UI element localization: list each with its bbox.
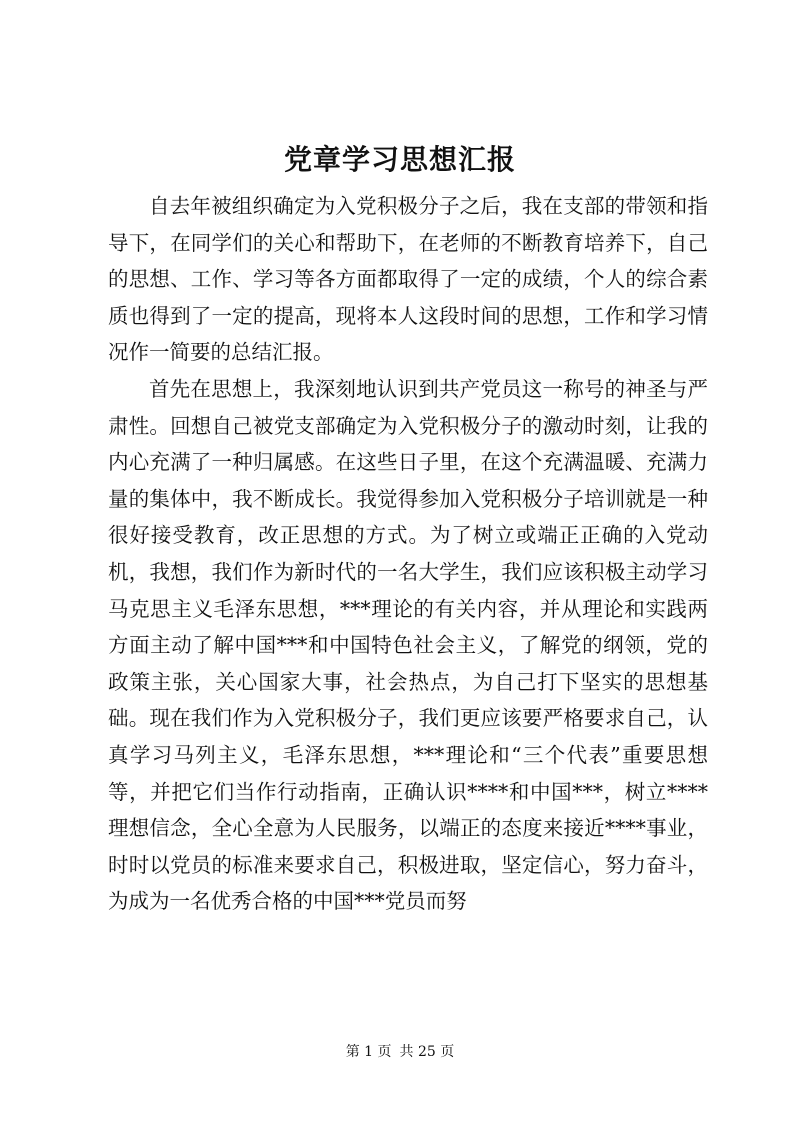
- document-title: 党章学习思想汇报: [283, 143, 516, 176]
- total-pages: 共 25 页: [399, 1044, 455, 1060]
- paragraph-1: 自去年被组织确定为入党积极分子之后，我在支部的带领和指导下，在同学们的关心和帮助下，在老师的不断教育培养下，自己的思想、工作、学习等各方面都取得了一定的成绩，个人的综合素质也得到了一定的提高，现将本人这段时间的思想，工作和学习情况作一简要的总结汇报。: [108, 194, 708, 365]
- document-body: [108, 188, 708, 920]
- page-footer: [0, 1042, 800, 1062]
- paragraph-2: 首先在思想上，我深刻地认识到共产党员这一称号的神圣与严肃性。回想自己被党支部确定为入党积极分子的激动时刻，让我的内心充满了一种归属感。在这些日子里，在这个充满温暖、充满力量的集体中，我不断成长。我觉得参加入党积极分子培训就是一种很好接受教育，改正思想的方式。为了树立或端正正确的入党动机，我想，我们作为新时代的一名大学生，我们应该积极主动学习马克思主义毛泽东思想，***理论的有关内容，并从理论和实践两方面主动了解中国***和中国特色社会主义，了解党的纲领，党的政策主张，关心国家大事，社会热点，为自己打下坚实的思想基础。现在我们作为入党积极分子，我们更应该要严格要求自己，认真学习马列主义，毛泽东思想，***理论和“三个代表”重要思想等，并把它们当作行动指南，正确认识****和中国***，树立****理想信念，全心全意为人民服务，以端正的态度来接近****事业，时时以党员的标准来要求自己，积极进取，坚定信心，努力奋斗，为成为一名优秀合格的中国***党员而努: [108, 376, 708, 914]
- page-number: 第 1 页: [345, 1044, 392, 1060]
